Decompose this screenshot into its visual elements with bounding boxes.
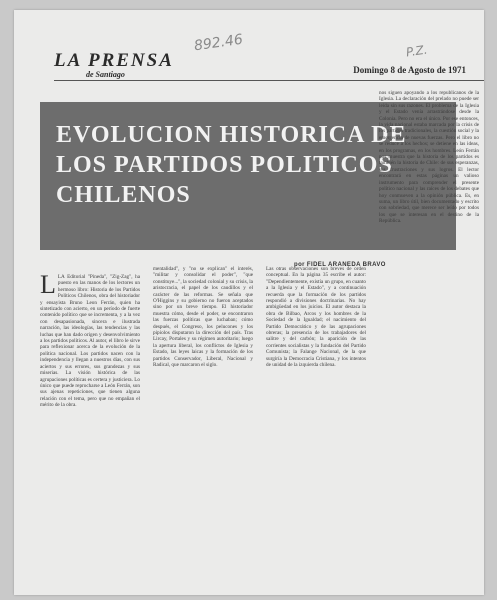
column-text: nos siguen apoyando a los republicanos de la Iglesia. La declaración del prelado no puede ser leída sin sus razones. El problema de la Iglesia y el Estado venía arrastrándose desde la Colonia. Pero no era el único. Por ese entonces, la vida nacional estaba marcada por la crisis de los partidos tradicionales, la cuestión social y la emergencia de nuevas fuerzas. Pero el libro no se reduce a los hechos; se detiene en las ideas, en los programas, en los hombres. León Ferrán nos muestra que la historia de los partidos es también la historia de Chile: de sus esperanzas, sus frustraciones y sus logros. El lector encontrará en estas páginas un valioso instrumento para comprender el presente político nacional y las raíces de los debates que hoy conmueven a la opinión pública. Es, en suma, un libro útil, bien documentado y escrito con sobriedad, que merece ser leído por todos los que se interesan en el destino de la República. [379,90,479,225]
article-column-3 [266,266,366,588]
byline: por FIDEL ARANEDA BRAVO [294,262,386,268]
newspaper-clipping [14,10,484,595]
article-column-2 [153,266,253,588]
column-text: mentalidad", y "no se explican" el interés, "militar y consolidar el poder", "que constituye...", la sociedad colonial y su crisis, la aristocracia, el papel de los caudillos y el carácter de las reformas. Se señala que O'Higgins y su gobierno no fueron aceptados sino por un breve tiempo. El historiador muestra cómo, desde el poder, se encontraron las fuerzas políticas que luchaban; cómo después, el Congreso, los pelucones y los pipiolos disputaron la dirección del país. Tras Lircay, Portales y su régimen autoritario; luego la apertura liberal, los conflictos de Iglesia y Estado, las leyes laicas y la formación de los partidos Conservador, Liberal, Nacional y Radical, que marcaron el siglo. [153,266,253,369]
divider [54,80,484,81]
paper-name: LA PRENSA [54,50,174,71]
article-column-1 [40,274,140,588]
masthead [54,50,174,79]
dateline: Domingo 8 de Agosto de 1971 [353,65,466,75]
headline: EVOLUCION HISTORICA DE LOS PARTIDOS POLITICOS CHILENOS [56,122,407,208]
paper-subtitle: de Santiago [86,70,125,79]
column-text: Las otras observaciones son breves de orden conceptual. En la página 35 escribe el autor: "Dependientemente, existía un grupo, en cuanto a la Iglesia y el Estado", y a continuación recuerda que la formación de los partidos respondió a divisiones doctrinarias. No hay ambigüedad en los juicios. El autor destaca la obra de Bilbao, Arcos y los hombres de la Sociedad de la Igualdad; el nacimiento del Partido Democrático y de las agrupaciones obreras; la presencia de los trabajadores del salitre y del carbón; la aparición de las corrientes socialistas y la fundación del Partido Comunista; la Falange Nacional, de la que surgiría la Democracia Cristiana, y los intentos de unidad de la izquierda chilena. [266,266,366,369]
drop-cap: L [40,274,56,299]
column-text: LA Editorial "Pineda", "Zig-Zag", ha puesto en las manos de los lectores un hermoso libro: Historia de los Partidos Políticos Chilenos, obra del historiador y ensayista Bruno Leon Ferrán, quien ha sintetizado con acierto, en un período de fuerte contenido político que se incrementa, y a la vez con desapasionada, sincera e ilustrada narración, las ideologías, las tendencias y las luchas que han dado origen y desenvolvimiento a los partidos políticos. Al autor, el libro le sirve para reflexionar acerca de la evolución de la política nacional. Los partidos nacen con la independencia y llegan a nuestros días, con sus aciertos y sus errores, sus grandezas y sus miserias. La visión histórica de las agrupaciones políticas es certera y justiciera. Lo único que puede reprocharse a León Ferrán, son sus ajenas repeticiones, que tienen alguna relación con el tema, pero que no empañan el mérito de la obra. [40,274,140,409]
handwritten-initials: P.Z. [405,42,429,60]
article-column-4 [379,90,479,588]
handwritten-note: 892.46 [193,31,244,55]
